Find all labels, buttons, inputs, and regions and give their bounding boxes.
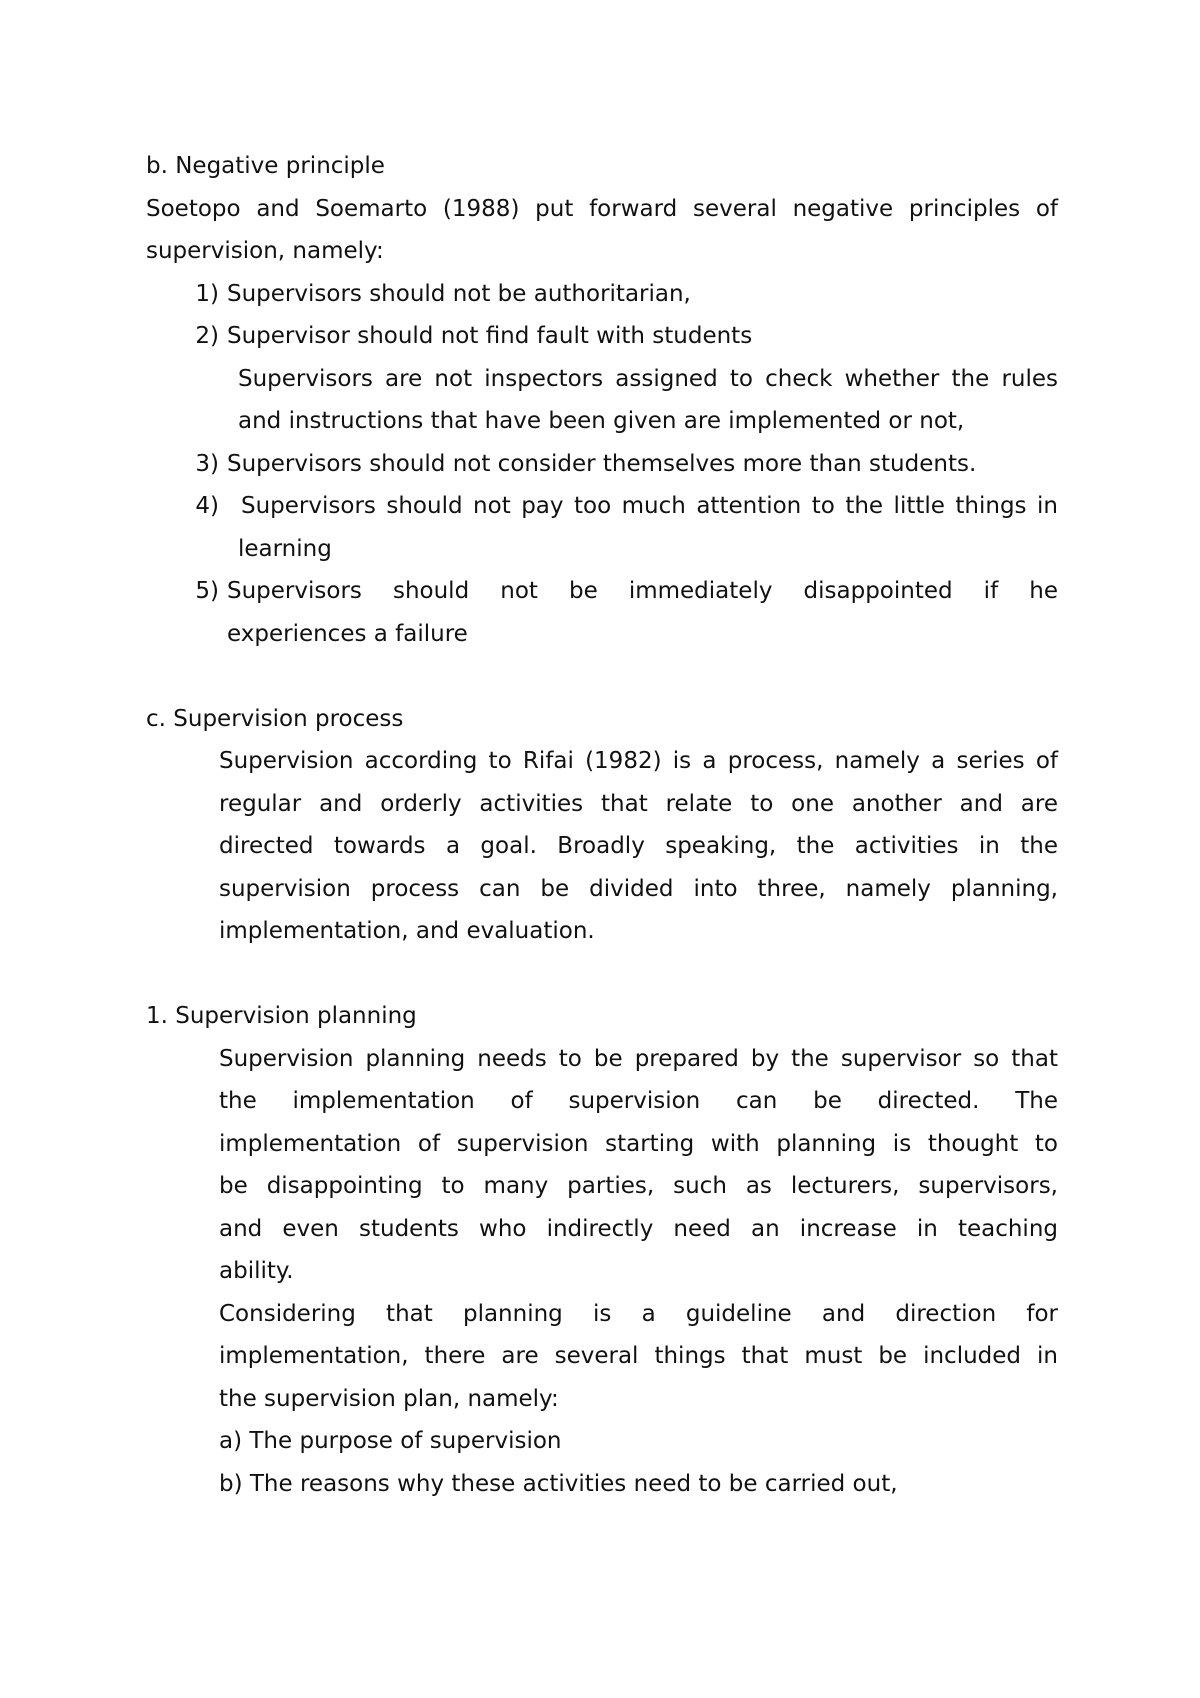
paragraph-line: the supervision plan, namely: xyxy=(219,1385,559,1412)
list-item-3 xyxy=(146,443,1058,486)
list-item-5 xyxy=(146,570,1058,613)
paragraph-line: implementation, and evaluation. xyxy=(219,918,595,944)
list-number: 4) xyxy=(195,493,219,519)
list-text: Supervisors should not be immediately disappointed if he xyxy=(227,578,1058,604)
list-number: 1) xyxy=(195,280,219,307)
paragraph-line: regular and orderly activities that relate to one another and are xyxy=(219,790,1058,817)
paragraph-line: Supervision according to Rifai (1982) is a process, namely a series of xyxy=(219,748,1058,774)
paragraph-line: the implementation of supervision can be directed. The xyxy=(219,1088,1058,1114)
paragraph-line: be disappointing to many parties, such as lecturers, supervisors, xyxy=(219,1173,1058,1199)
list-text: Supervisors should not consider themselves more than students. xyxy=(227,450,977,477)
list-item-4-continuation: learning xyxy=(238,535,332,562)
paragraph-line: implementation, there are several things that must be included in xyxy=(219,1343,1058,1369)
paragraph-line: Considering that planning is a guideline and direction for xyxy=(219,1300,1058,1327)
list-item-1 xyxy=(146,273,1058,316)
list-number: 5) xyxy=(195,578,219,604)
list-number: 2) xyxy=(195,323,219,349)
list-text: Supervisors should not be authoritarian, xyxy=(227,280,691,307)
paragraph-line: ability. xyxy=(219,1258,294,1284)
paragraph-line: Supervision planning needs to be prepared by the supervisor so that xyxy=(219,1045,1058,1072)
list-item-a: a) The purpose of supervision xyxy=(219,1428,562,1454)
list-item-2 xyxy=(146,315,1058,358)
list-item-2-note-line: and instructions that have been given are implemented or not, xyxy=(238,408,965,434)
paragraph-line: supervision, namely: xyxy=(146,238,384,264)
paragraph-line: Soetopo and Soemarto (1988) put forward several negative principles of xyxy=(146,195,1058,222)
list-item-2-note-line: Supervisors are not inspectors assigned to check whether the rules xyxy=(238,365,1058,392)
spacer xyxy=(146,655,1058,698)
list-item-4 xyxy=(146,485,1058,528)
spacer xyxy=(146,953,1058,996)
section-heading-supervision-process: c. Supervision process xyxy=(146,705,404,732)
list-item-b: b) The reasons why these activities need to be carried out, xyxy=(219,1470,898,1497)
section-heading-supervision-planning: 1. Supervision planning xyxy=(146,1003,417,1029)
paragraph-line: implementation of supervision starting with planning is thought to xyxy=(219,1130,1058,1157)
paragraph-line: and even students who indirectly need an increase in teaching xyxy=(219,1215,1058,1242)
paragraph-line: supervision process can be divided into three, namely planning, xyxy=(219,875,1058,902)
list-number: 3) xyxy=(195,450,219,477)
list-item-5-continuation: experiences a failure xyxy=(227,620,468,647)
list-text: Supervisors should not pay too much attention to the little things in xyxy=(241,493,1058,519)
section-heading-negative-principle: b. Negative principle xyxy=(146,153,385,179)
list-text: Supervisor should not find fault with students xyxy=(227,323,753,349)
paragraph-line: directed towards a goal. Broadly speaking, the activities in the xyxy=(219,833,1058,859)
